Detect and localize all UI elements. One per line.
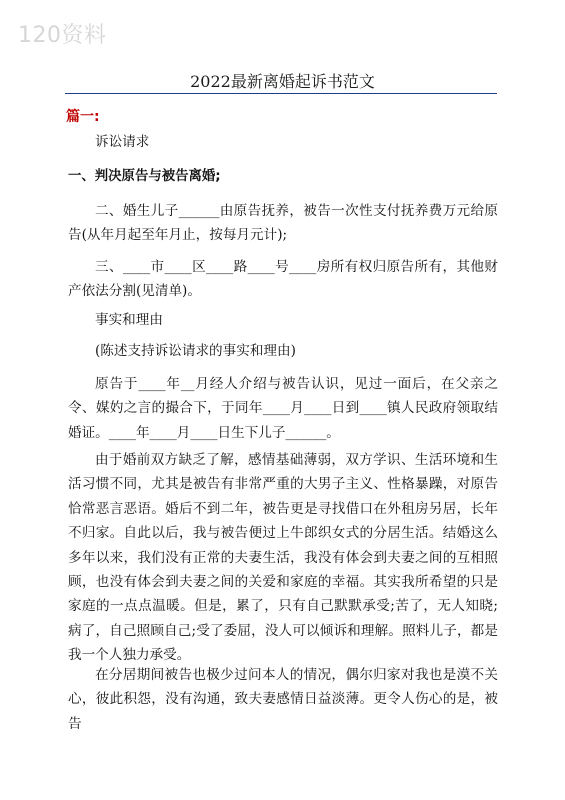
claim-1: 一、判决原告与被告离婚; <box>68 169 221 184</box>
watermark: 120资料 <box>18 23 107 48</box>
claims-heading: 诉讼请求 <box>95 134 150 150</box>
claim-2: 二、婚生儿子______由原告抚养，被告一次性支付抚养费万元给原告(从年月起至年月止，按每月元计); <box>68 203 498 244</box>
claim-3: 三、____市____区____路____号____房所有权归原告所有，其他财产依法分割(见清单)。 <box>68 259 498 300</box>
title-divider <box>65 93 497 94</box>
document-title: 2022最新离婚起诉书范文 <box>190 72 375 91</box>
facts-heading: 事实和理由 <box>95 312 163 328</box>
section-label: 篇一: <box>66 109 100 125</box>
facts-note: (陈述支持诉讼请求的事实和理由) <box>95 343 296 359</box>
paragraph-3: 在分居期间被告也极少过问本人的情况，偶尔归家对我也是漠不关心，彼此积怨，没有沟通，致夫妻感情日益淡薄。更令人伤心的是，被告 <box>68 667 498 732</box>
paragraph-1: 原告于____年__月经人介绍与被告认识，见过一面后，在父亲之令、媒妁之言的撮合下，于同年____月____日到____镇人民政府领取结婚证。____年____月____日生下儿子______。 <box>68 376 498 441</box>
paragraph-2: 由于婚前双方缺乏了解，感情基础薄弱，双方学识、生活环境和生活习惯不同，尤其是被告有非常严重的大男子主义、性格暴躁，对原告恰常恶言恶语。婚后不到二年，被告更是寻找借口在外租房另居，长年不归家。自此以后，我与被告便过上牛郎织女式的分居生活。结婚这么多年以来，我们没有正常的夫妻生活，我没有体会到夫妻之间的互相照顾，也没有体会到夫妻之间的关爱和家庭的幸福。其实我所希望的只是家庭的一点点温暖。但是，累了，只有自己默默承受;苦了，无人知晓;病了，自己照顾自己;受了委屈，没人可以倾诉和理解。照料儿子，都是我一个人独力承受。 <box>68 452 498 664</box>
